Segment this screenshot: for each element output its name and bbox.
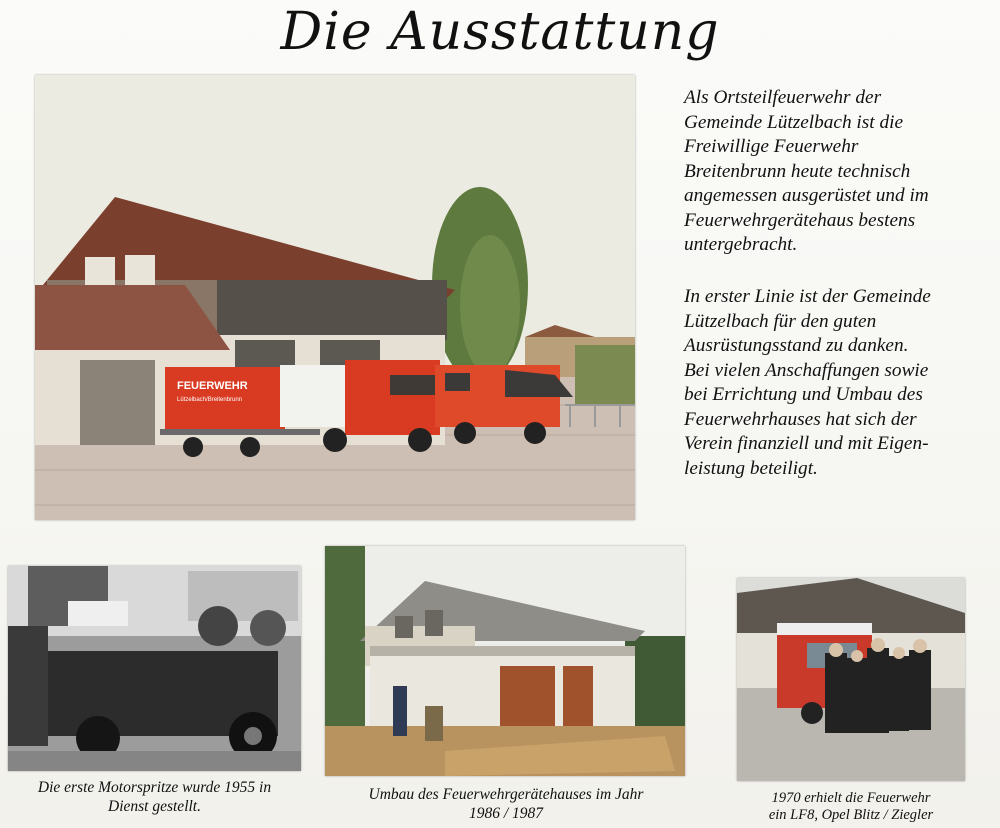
text-line: In erster Linie ist der Gemeinde [684,286,931,307]
text-line: Verein finanziell und mit Eigen- [684,433,929,454]
text-line: Feuerwehrgerätehaus bestens [684,209,916,231]
text-line: bei Errichtung und Umbau des [684,384,923,405]
caption-line: Umbau des Feuerwehrgerätehauses im Jahr [368,786,644,803]
main-photo-fire-station [35,75,635,520]
lf8-group-illustration [737,578,965,781]
caption-photo-1 [2,778,307,816]
text-line: Als Ortsteilfeuerwehr der [684,87,882,108]
text-line: leistung beteiligt. [684,457,818,479]
trailer-label: FEUERWEHR [177,380,248,392]
photo-renovation-1986 [325,546,685,776]
caption-line: 1986 / 1987 [468,805,544,822]
photo-lf8-1970 [737,578,965,781]
caption-line: Dienst gestellt. [108,798,201,815]
caption-line: 1970 erhielt die Feuerwehr [771,790,931,806]
funding-paragraph [684,285,931,481]
renovation-illustration [325,546,685,776]
intro-paragraph [684,86,929,258]
text-line: untergebracht. [684,234,798,255]
text-line: Ausrüstungsstand zu danken. [684,335,909,356]
text-line: Feuerwehrhauses hat sich der [684,408,917,430]
caption-photo-3 [730,790,972,824]
motor-pump-illustration [8,566,301,771]
text-line: Lützelbach für den guten [684,310,877,332]
page-title: Die Ausstattung [280,2,720,62]
caption-line: Die erste Motorspritze wurde 1955 in [37,779,272,796]
text-line: angemessen ausgerüstet und im [684,185,929,206]
caption-line: ein LF8, Opel Blitz / Ziegler [768,807,934,823]
text-line: Bei vielen Anschaffungen sowie [684,359,929,381]
text-line: Freiwillige Feuerwehr [684,136,859,157]
text-line: Gemeinde Lützelbach ist die [684,111,904,133]
text-line: Breitenbrunn heute technisch [684,160,911,182]
fire-station-illustration [35,75,635,520]
photo-motor-pump-1955 [8,566,301,771]
caption-photo-2 [320,785,692,823]
trailer-sublabel: Lützelbach/Breitenbrunn [177,397,243,403]
